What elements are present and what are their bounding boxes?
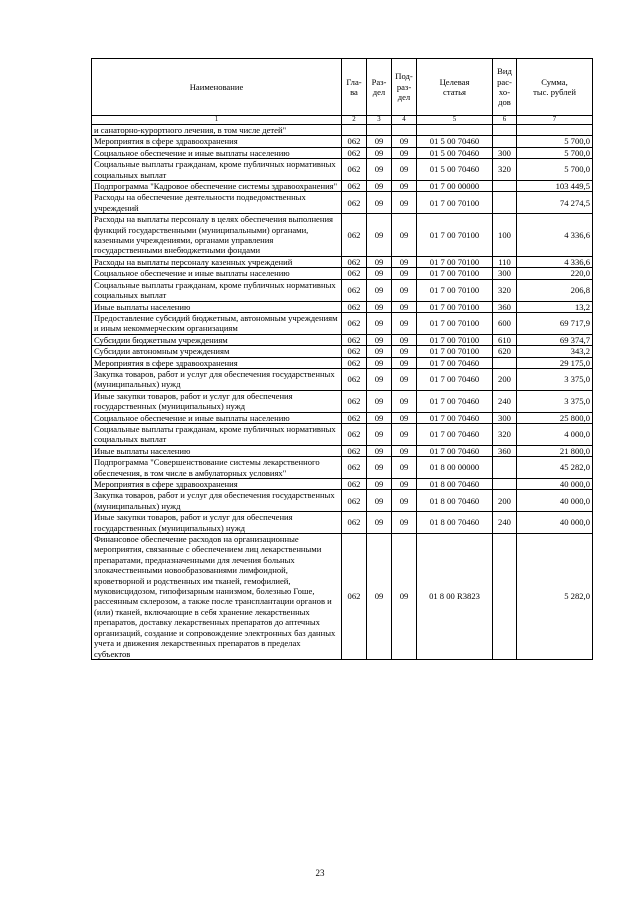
row-glava: 062 — [342, 159, 367, 181]
row-razdel — [367, 125, 392, 136]
row-target: 01 7 00 70100 — [417, 334, 493, 345]
row-sum: 103 449,5 — [517, 181, 593, 192]
row-name: Социальное обеспечение и иные выплаты населению — [92, 147, 342, 158]
budget-table — [91, 58, 593, 660]
row-name: Субсидии бюджетным учреждениям — [92, 334, 342, 345]
row-name: Иные закупки товаров, работ и услуг для обеспечения государственных (муниципальных) нужд — [92, 390, 342, 412]
row-name: Предоставление субсидий бюджетным, автономным учреждениям и иным некоммерческим организациям — [92, 312, 342, 334]
table-row — [92, 512, 593, 534]
table-row — [92, 412, 593, 423]
row-razdel: 09 — [367, 159, 392, 181]
row-podrazdel: 09 — [392, 534, 417, 660]
row-podrazdel: 09 — [392, 490, 417, 512]
row-sum: 69 374,7 — [517, 334, 593, 345]
row-name: Подпрограмма "Кадровое обеспечение системы здравоохранения" — [92, 181, 342, 192]
row-vid: 620 — [493, 346, 517, 357]
row-name: Финансовое обеспечение расходов на организационные мероприятия, связанные с обеспечением лиц лекарственными препаратами, предназначенными для лечения больных злокачественными новообразованиями лимфоидной, кроветворной и родственных им тканей, гемофилией, муковисцидозом, гипофизарным нанизмом, болезнью Гоше, рассеянным склерозом, а также после трансплантации органов и (или) тканей, включающие в себя хранение лекарственных препаратов, доставку лекарственных препаратов до аптечных организаций, создание и сопровождение электронных баз данных учета и движения лекарственных препаратов в пределах субъектов — [92, 534, 342, 660]
table-row — [92, 136, 593, 147]
row-name: Закупка товаров, работ и услуг для обеспечения государственных (муниципальных) нужд — [92, 368, 342, 390]
row-sum: 3 375,0 — [517, 390, 593, 412]
row-target: 01 5 00 70460 — [417, 136, 493, 147]
page-number: 23 — [315, 868, 325, 878]
table-row — [92, 334, 593, 345]
row-name: Расходы на выплаты персоналу казенных учреждений — [92, 256, 342, 267]
table-row — [92, 312, 593, 334]
row-name: Мероприятия в сфере здравоохранения — [92, 357, 342, 368]
table-body — [92, 125, 593, 660]
row-target: 01 8 00 70460 — [417, 479, 493, 490]
row-podrazdel: 09 — [392, 512, 417, 534]
row-sum: 40 000,0 — [517, 479, 593, 490]
row-vid: 360 — [493, 445, 517, 456]
row-target: 01 5 00 70460 — [417, 147, 493, 158]
row-target: 01 7 00 70460 — [417, 368, 493, 390]
row-podrazdel: 09 — [392, 136, 417, 147]
row-sum: 343,2 — [517, 346, 593, 357]
table-row — [92, 390, 593, 412]
row-sum: 45 282,0 — [517, 457, 593, 479]
row-target: 01 7 00 70100 — [417, 192, 493, 214]
row-glava: 062 — [342, 192, 367, 214]
row-podrazdel — [392, 125, 417, 136]
row-podrazdel: 09 — [392, 479, 417, 490]
header-vid: Вид рас- хо- дов — [493, 59, 517, 116]
row-podrazdel: 09 — [392, 312, 417, 334]
column-number: 3 — [367, 116, 392, 125]
row-razdel: 09 — [367, 301, 392, 312]
table-row — [92, 301, 593, 312]
row-vid: 100 — [493, 214, 517, 257]
row-vid: 200 — [493, 490, 517, 512]
row-target: 01 7 00 70100 — [417, 279, 493, 301]
column-number: 7 — [517, 116, 593, 125]
row-target: 01 7 00 70460 — [417, 423, 493, 445]
row-podrazdel: 09 — [392, 423, 417, 445]
table-row — [92, 192, 593, 214]
row-glava: 062 — [342, 268, 367, 279]
row-razdel: 09 — [367, 181, 392, 192]
row-vid: 300 — [493, 147, 517, 158]
row-vid: 320 — [493, 159, 517, 181]
column-number: 6 — [493, 116, 517, 125]
row-glava: 062 — [342, 312, 367, 334]
row-vid — [493, 181, 517, 192]
row-vid: 360 — [493, 301, 517, 312]
table-row — [92, 357, 593, 368]
row-glava: 062 — [342, 256, 367, 267]
row-sum: 4 000,0 — [517, 423, 593, 445]
row-razdel: 09 — [367, 479, 392, 490]
row-vid: 600 — [493, 312, 517, 334]
row-podrazdel: 09 — [392, 357, 417, 368]
row-name: Иные закупки товаров, работ и услуг для обеспечения государственных (муниципальных) нужд — [92, 512, 342, 534]
row-razdel: 09 — [367, 279, 392, 301]
row-podrazdel: 09 — [392, 159, 417, 181]
column-number: 5 — [417, 116, 493, 125]
row-glava — [342, 125, 367, 136]
row-sum: 4 336,6 — [517, 214, 593, 257]
row-name: Мероприятия в сфере здравоохранения — [92, 479, 342, 490]
row-name: Расходы на обеспечение деятельности подведомственных учреждений — [92, 192, 342, 214]
row-sum: 69 717,9 — [517, 312, 593, 334]
table-row — [92, 268, 593, 279]
table-row — [92, 534, 593, 660]
row-glava: 062 — [342, 136, 367, 147]
row-sum: 74 274,5 — [517, 192, 593, 214]
row-target: 01 7 00 00000 — [417, 181, 493, 192]
column-number: 1 — [92, 116, 342, 125]
row-name: Подпрограмма "Совершенствование системы лекарственного обеспечения, в том числе в амбулаторных условиях" — [92, 457, 342, 479]
row-vid: 240 — [493, 390, 517, 412]
row-vid: 320 — [493, 423, 517, 445]
row-podrazdel: 09 — [392, 181, 417, 192]
row-podrazdel: 09 — [392, 279, 417, 301]
row-sum: 220,0 — [517, 268, 593, 279]
row-target: 01 7 00 70100 — [417, 268, 493, 279]
row-glava: 062 — [342, 390, 367, 412]
row-target: 01 8 00 70460 — [417, 490, 493, 512]
row-target: 01 7 00 70460 — [417, 390, 493, 412]
row-name: Социальные выплаты гражданам, кроме публичных нормативных социальных выплат — [92, 159, 342, 181]
row-sum: 5 700,0 — [517, 136, 593, 147]
row-sum: 40 000,0 — [517, 490, 593, 512]
row-razdel: 09 — [367, 268, 392, 279]
table-row — [92, 214, 593, 257]
row-sum: 25 800,0 — [517, 412, 593, 423]
row-glava: 062 — [342, 357, 367, 368]
row-target — [417, 125, 493, 136]
row-sum: 206,8 — [517, 279, 593, 301]
row-glava: 062 — [342, 301, 367, 312]
row-glava: 062 — [342, 445, 367, 456]
row-target: 01 7 00 70100 — [417, 301, 493, 312]
row-vid: 200 — [493, 368, 517, 390]
row-podrazdel: 09 — [392, 256, 417, 267]
row-sum: 13,2 — [517, 301, 593, 312]
row-razdel: 09 — [367, 445, 392, 456]
row-razdel: 09 — [367, 214, 392, 257]
row-vid — [493, 457, 517, 479]
row-sum: 21 800,0 — [517, 445, 593, 456]
row-glava: 062 — [342, 423, 367, 445]
row-name: Социальное обеспечение и иные выплаты населению — [92, 268, 342, 279]
header-razdel: Раз- дел — [367, 59, 392, 116]
header-name: Наименование — [92, 59, 342, 116]
header-target: Целевая статья — [417, 59, 493, 116]
row-vid: 110 — [493, 256, 517, 267]
row-razdel: 09 — [367, 256, 392, 267]
table-row — [92, 445, 593, 456]
row-sum — [517, 125, 593, 136]
row-glava: 062 — [342, 214, 367, 257]
row-glava: 062 — [342, 512, 367, 534]
table-row — [92, 479, 593, 490]
row-sum: 40 000,0 — [517, 512, 593, 534]
row-vid — [493, 479, 517, 490]
row-vid — [493, 136, 517, 147]
row-target: 01 7 00 70100 — [417, 214, 493, 257]
row-glava: 062 — [342, 181, 367, 192]
table-row — [92, 490, 593, 512]
row-podrazdel: 09 — [392, 390, 417, 412]
row-glava: 062 — [342, 368, 367, 390]
row-razdel: 09 — [367, 457, 392, 479]
row-glava: 062 — [342, 334, 367, 345]
row-podrazdel: 09 — [392, 334, 417, 345]
row-target: 01 7 00 70100 — [417, 312, 493, 334]
table-row — [92, 368, 593, 390]
row-glava: 062 — [342, 412, 367, 423]
row-sum: 3 375,0 — [517, 368, 593, 390]
row-name: Социальное обеспечение и иные выплаты населению — [92, 412, 342, 423]
row-glava: 062 — [342, 490, 367, 512]
row-vid: 610 — [493, 334, 517, 345]
row-razdel: 09 — [367, 192, 392, 214]
row-razdel: 09 — [367, 312, 392, 334]
row-podrazdel: 09 — [392, 445, 417, 456]
table-row — [92, 147, 593, 158]
row-glava: 062 — [342, 457, 367, 479]
row-vid — [493, 534, 517, 660]
row-razdel: 09 — [367, 147, 392, 158]
row-target: 01 7 00 70460 — [417, 445, 493, 456]
row-razdel: 09 — [367, 346, 392, 357]
row-razdel: 09 — [367, 512, 392, 534]
row-name: Социальные выплаты гражданам, кроме публичных нормативных социальных выплат — [92, 423, 342, 445]
row-glava: 062 — [342, 147, 367, 158]
row-sum: 29 175,0 — [517, 357, 593, 368]
row-target: 01 8 00 00000 — [417, 457, 493, 479]
row-podrazdel: 09 — [392, 301, 417, 312]
row-razdel: 09 — [367, 534, 392, 660]
header-podrazdel: Под- раз- дел — [392, 59, 417, 116]
row-name: Иные выплаты населению — [92, 301, 342, 312]
table-row — [92, 256, 593, 267]
table-row — [92, 457, 593, 479]
row-target: 01 8 00 70460 — [417, 512, 493, 534]
row-razdel: 09 — [367, 357, 392, 368]
row-razdel: 09 — [367, 390, 392, 412]
row-vid — [493, 357, 517, 368]
row-vid — [493, 125, 517, 136]
row-razdel: 09 — [367, 368, 392, 390]
row-sum: 5 282,0 — [517, 534, 593, 660]
row-podrazdel: 09 — [392, 457, 417, 479]
table-header-row — [92, 59, 593, 116]
row-razdel: 09 — [367, 423, 392, 445]
row-razdel: 09 — [367, 136, 392, 147]
row-target: 01 7 00 70460 — [417, 357, 493, 368]
row-name: Закупка товаров, работ и услуг для обеспечения государственных (муниципальных) нужд — [92, 490, 342, 512]
row-glava: 062 — [342, 479, 367, 490]
row-vid: 300 — [493, 268, 517, 279]
row-name: и санаторно-курортного лечения, в том числе детей" — [92, 125, 342, 136]
row-razdel: 09 — [367, 334, 392, 345]
row-target: 01 7 00 70100 — [417, 346, 493, 357]
column-number: 2 — [342, 116, 367, 125]
header-glava: Гла- ва — [342, 59, 367, 116]
row-sum: 5 700,0 — [517, 147, 593, 158]
row-vid — [493, 192, 517, 214]
row-target: 01 8 00 R3823 — [417, 534, 493, 660]
row-sum: 4 336,6 — [517, 256, 593, 267]
table-row — [92, 346, 593, 357]
row-name: Мероприятия в сфере здравоохранения — [92, 136, 342, 147]
table-row — [92, 125, 593, 136]
row-podrazdel: 09 — [392, 368, 417, 390]
row-glava: 062 — [342, 346, 367, 357]
row-podrazdel: 09 — [392, 268, 417, 279]
row-podrazdel: 09 — [392, 214, 417, 257]
row-vid: 320 — [493, 279, 517, 301]
column-number-row — [92, 116, 593, 125]
row-name: Иные выплаты населению — [92, 445, 342, 456]
row-vid: 240 — [493, 512, 517, 534]
row-target: 01 5 00 70460 — [417, 159, 493, 181]
table-row — [92, 181, 593, 192]
row-glava: 062 — [342, 279, 367, 301]
row-name: Социальные выплаты гражданам, кроме публичных нормативных социальных выплат — [92, 279, 342, 301]
header-sum: Сумма, тыс. рублей — [517, 59, 593, 116]
row-target: 01 7 00 70100 — [417, 256, 493, 267]
row-podrazdel: 09 — [392, 147, 417, 158]
table-row — [92, 159, 593, 181]
row-name: Субсидии автономным учреждениям — [92, 346, 342, 357]
row-target: 01 7 00 70460 — [417, 412, 493, 423]
row-razdel: 09 — [367, 412, 392, 423]
row-razdel: 09 — [367, 490, 392, 512]
column-number: 4 — [392, 116, 417, 125]
row-glava: 062 — [342, 534, 367, 660]
row-podrazdel: 09 — [392, 412, 417, 423]
row-podrazdel: 09 — [392, 346, 417, 357]
row-vid: 300 — [493, 412, 517, 423]
row-sum: 5 700,0 — [517, 159, 593, 181]
row-podrazdel: 09 — [392, 192, 417, 214]
table-row — [92, 279, 593, 301]
row-name: Расходы на выплаты персоналу в целях обеспечения выполнения функций государственными (муниципальными) органами, казенными учреждениями, органами управления государственными внебюджетными фондами — [92, 214, 342, 257]
table-row — [92, 423, 593, 445]
